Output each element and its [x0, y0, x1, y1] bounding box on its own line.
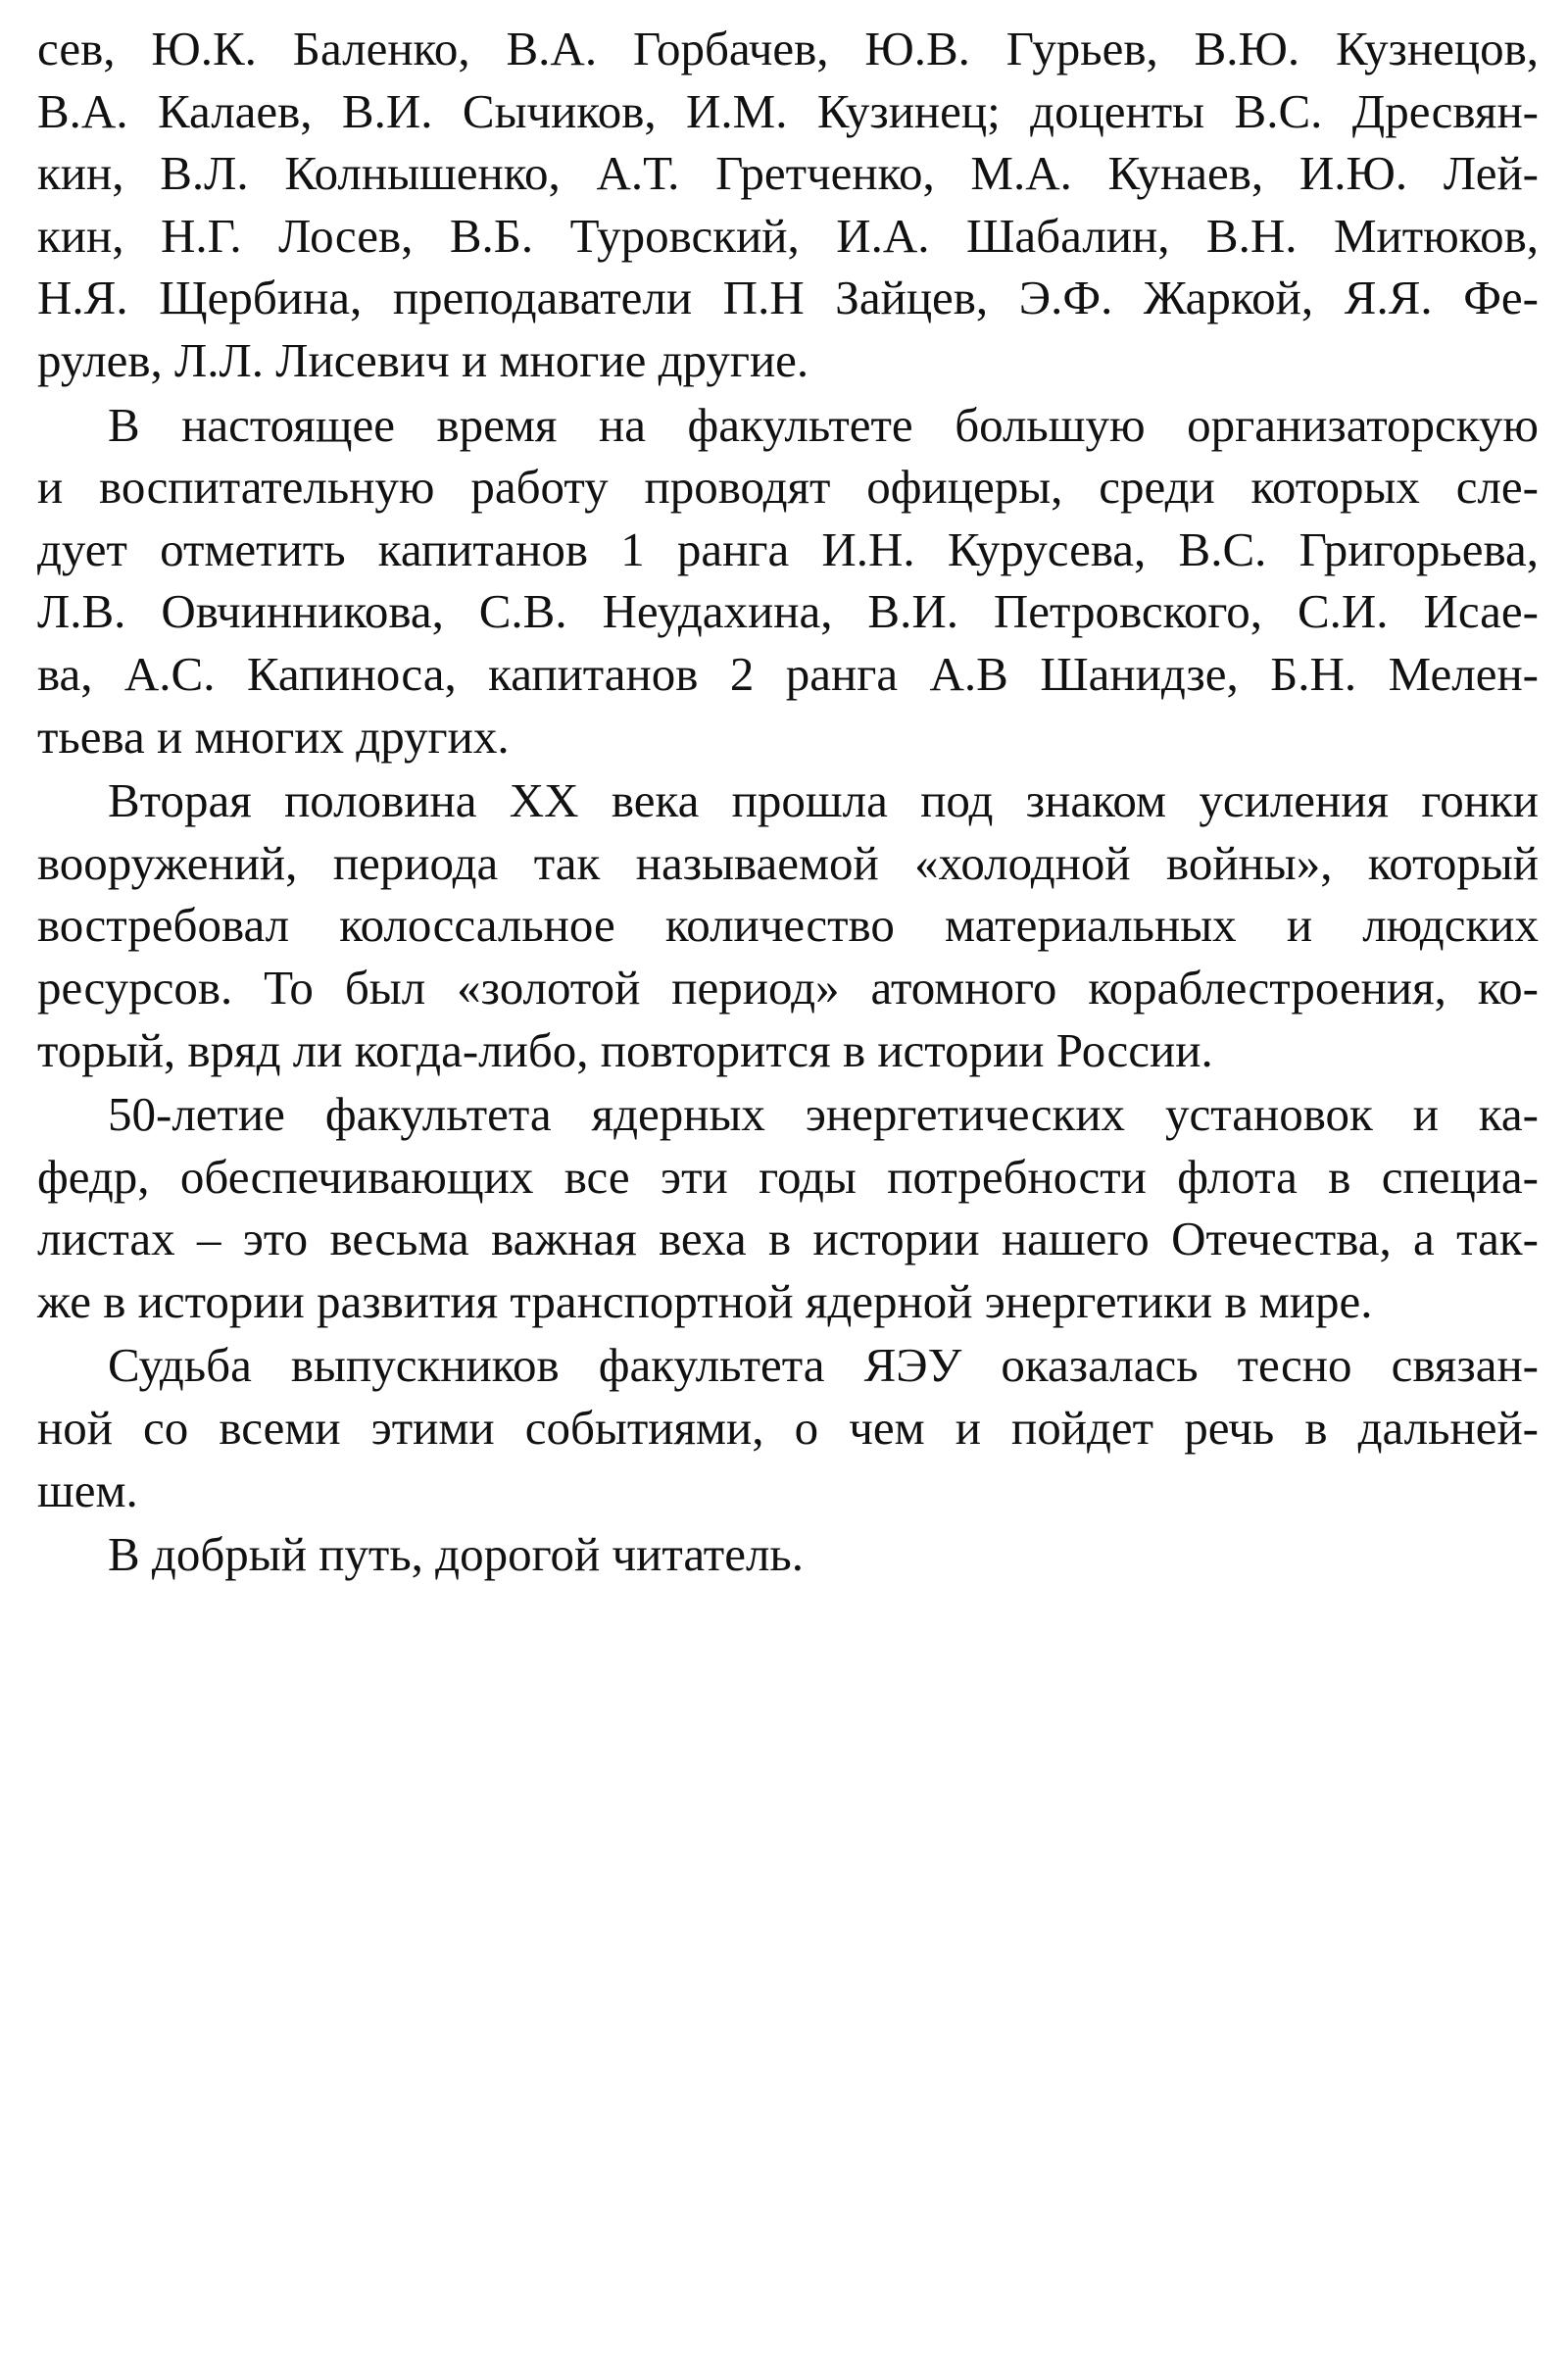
text-line: дует отметить капитанов 1 ранга И.Н. Курусева, В.С. Григорьева,	[37, 521, 1539, 576]
text-line: Судьба выпускников факультета ЯЭУ оказалась тесно связан-	[108, 1338, 1539, 1393]
text-line: листах – это весьма важная веха в истории нашего Отечества, а так-	[37, 1212, 1539, 1266]
text-line: торый, вряд ли когда-либо, повторится в истории России.	[37, 1022, 1213, 1077]
text-line: федр, обеспечивающих все эти годы потребности флота в специа-	[37, 1149, 1539, 1204]
paragraph-anniversary	[37, 1083, 1539, 1332]
document-page	[37, 18, 1539, 1586]
text-line: Л.В. Овчинникова, С.В. Неудахина, В.И. Петровского, С.И. Исае-	[37, 584, 1539, 639]
text-line: В настоящее время на факультете большую организаторскую	[108, 397, 1539, 452]
text-line: Н.Я. Щербина, преподаватели П.Н Зайцев, Э.Ф. Жаркой, Я.Я. Фе-	[37, 271, 1539, 325]
paragraph-officers	[37, 394, 1539, 768]
text-line: шем.	[37, 1462, 138, 1517]
text-line: 50-летие факультета ядерных энергетических установок и ка-	[108, 1087, 1539, 1142]
text-line: тьева и многих других.	[37, 709, 510, 764]
text-line: сев, Ю.К. Баленко, В.А. Горбачев, Ю.В. Гурьев, В.Ю. Кузнецов,	[37, 22, 1539, 75]
text-line: В добрый путь, дорогой читатель.	[108, 1527, 805, 1582]
paragraph-staff-list	[37, 18, 1539, 392]
paragraph-cold-war	[37, 769, 1539, 1081]
text-line: ресурсов. То был «золотой период» атомного кораблестроения, ко-	[37, 960, 1539, 1015]
text-line: рулев, Л.Л. Лисевич и многие другие.	[37, 332, 809, 387]
text-line: ва, А.С. Капиноса, капитанов 2 ранга А.В Шанидзе, Б.Н. Мелен-	[37, 646, 1539, 701]
text-line: и воспитательную работу проводят офицеры, среди которых сле-	[37, 460, 1539, 515]
text-line: же в истории развития транспортной ядерной энергетики в мире.	[37, 1273, 1373, 1328]
paragraph-graduates	[37, 1334, 1539, 1521]
text-line: В.А. Калаев, В.И. Сычиков, И.М. Кузинец; доценты В.С. Дресвян-	[37, 83, 1539, 138]
text-line: кин, В.Л. Колнышенко, А.Т. Гретченко, М.А. Кунаев, И.Ю. Лей-	[37, 146, 1539, 201]
text-line: кин, Н.Г. Лосев, В.Б. Туровский, И.А. Шабалин, В.Н. Митюков,	[37, 208, 1539, 263]
text-line: ной со всеми этими событиями, о чем и пойдет речь в дальней-	[37, 1401, 1539, 1456]
text-line: Вторая половина XX века прошла под знаком усиления гонки	[108, 773, 1539, 828]
paragraph-closing	[37, 1523, 1539, 1586]
text-line: востребовал колоссальное количество материальных и людских	[37, 898, 1539, 953]
text-line: вооружений, периода так называемой «холодной войны», который	[37, 835, 1539, 890]
